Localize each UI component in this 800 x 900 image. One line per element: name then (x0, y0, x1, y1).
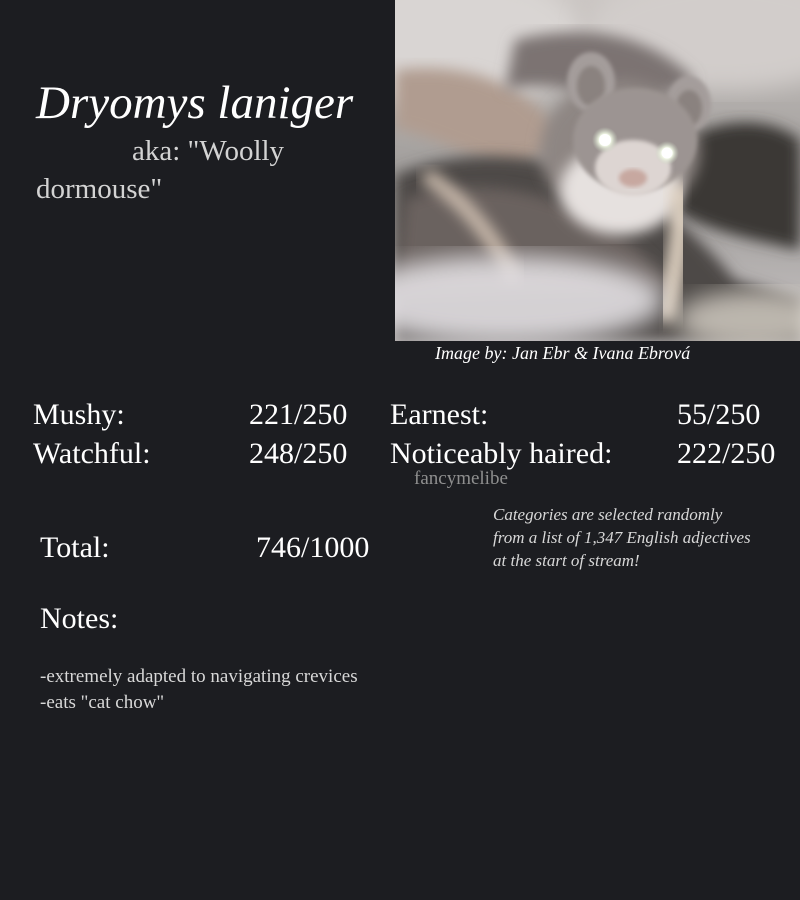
note-item: -extremely adapted to navigating crevices (40, 666, 358, 687)
species-title: Dryomys laniger (36, 77, 354, 129)
stat-label-mushy: Mushy: (33, 398, 125, 431)
stat-value-mushy: 221/250 (249, 398, 348, 431)
notes-list (40, 664, 358, 716)
dormouse-illustration (395, 0, 800, 341)
total-label: Total: (40, 531, 110, 564)
notes-heading: Notes: (40, 602, 119, 635)
stat-label-watchful: Watchful: (33, 437, 151, 470)
animal-photo (395, 0, 800, 341)
stat-value-earnest: 55/250 (677, 398, 761, 431)
stat-value-watchful: 248/250 (249, 437, 348, 470)
watermark: fancymelibe (414, 468, 508, 489)
note-item: -eats "cat chow" (40, 692, 165, 713)
photo-credit: Image by: Jan Ebr & Ivana Ebrová (435, 343, 691, 363)
disclaimer-note: Categories are selected randomly from a list of 1,347 English adjectives at the start of stream! (493, 505, 751, 570)
stat-label-earnest: Earnest: (390, 398, 489, 431)
total-value: 746/1000 (256, 531, 370, 564)
stat-label-noticeably-haired: Noticeably haired: (390, 437, 613, 470)
stat-value-noticeably-haired: 222/250 (677, 437, 776, 470)
common-name: aka: "Woolly dormouse" (36, 135, 285, 205)
